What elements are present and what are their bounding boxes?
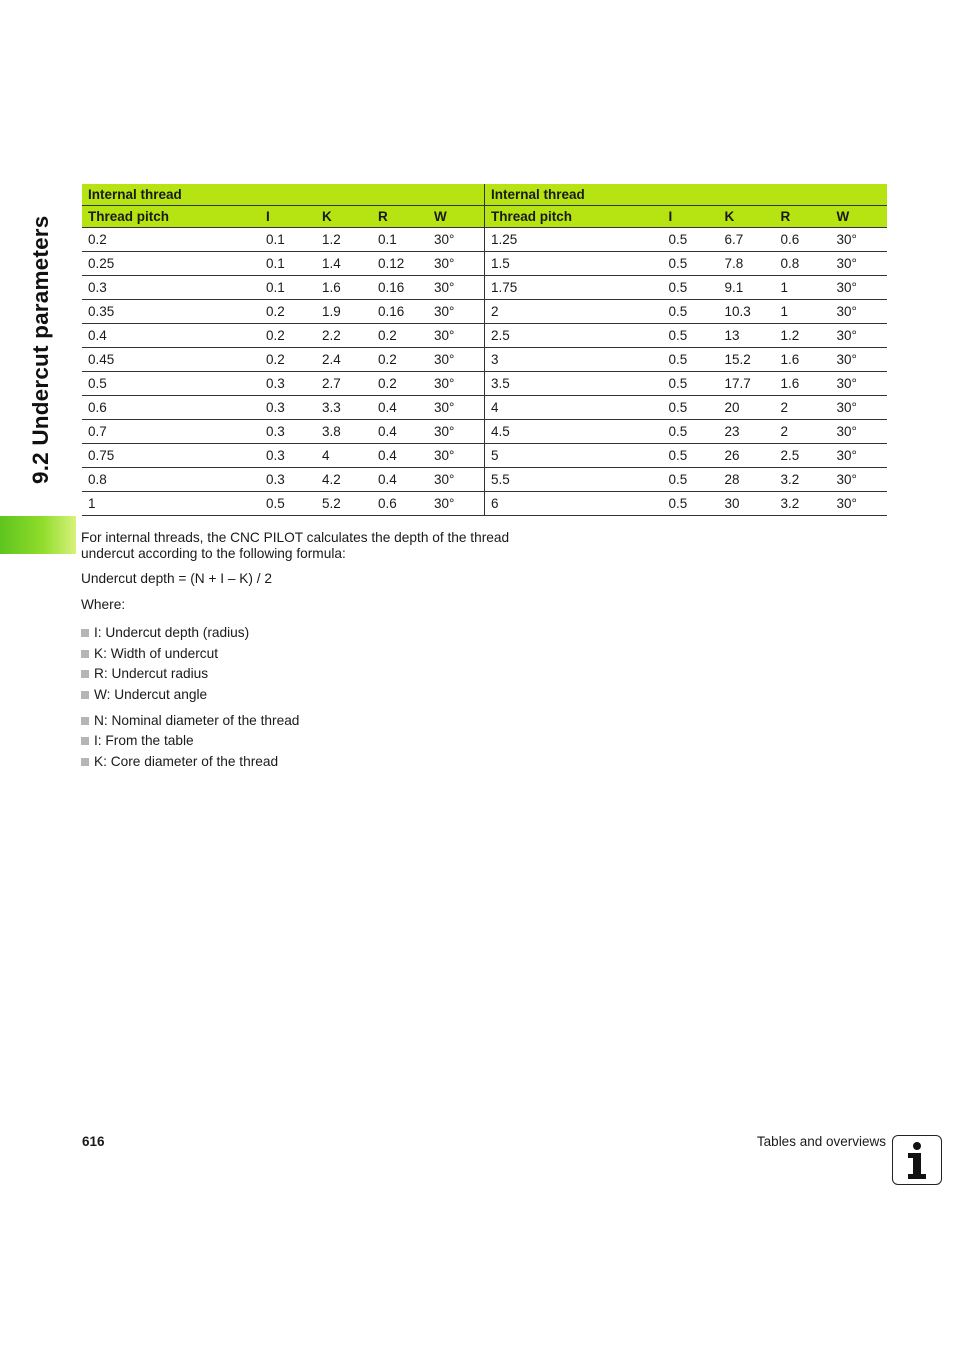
- table-cell: 30°: [428, 420, 484, 444]
- table-row: [82, 252, 484, 276]
- list-item-text: R: Undercut radius: [94, 666, 209, 682]
- table-cell: 1.6: [775, 348, 831, 372]
- table-header-row: [82, 206, 484, 228]
- table-cell: 23: [719, 420, 775, 444]
- list-item: [81, 752, 541, 773]
- list-item-text: W: Undercut angle: [94, 687, 208, 703]
- table-cell: 2.5: [775, 444, 831, 468]
- table-cell: 17.7: [719, 372, 775, 396]
- table-row: [485, 324, 887, 348]
- table-cell: 30°: [428, 396, 484, 420]
- table-cell: 0.2: [372, 372, 428, 396]
- table-cell: 30°: [428, 492, 484, 516]
- square-bullet-icon: [81, 737, 89, 745]
- table-cell: 5.5: [485, 468, 663, 492]
- table-row: [485, 420, 887, 444]
- table-title: Internal thread: [82, 184, 484, 206]
- table-cell: 2.5: [485, 324, 663, 348]
- table-cell: 2: [775, 420, 831, 444]
- table-cell: 4.5: [485, 420, 663, 444]
- table-cell: 1.2: [316, 228, 372, 252]
- table-cell: 30°: [428, 468, 484, 492]
- page-number: 616: [82, 1134, 105, 1149]
- table-cell: 5: [485, 444, 663, 468]
- table-cell: 0.12: [372, 252, 428, 276]
- table-cell: 30°: [831, 300, 887, 324]
- list-item-text: I: Undercut depth (radius): [94, 625, 250, 640]
- table-cell: 0.5: [663, 444, 719, 468]
- table-cell: 3.3: [316, 396, 372, 420]
- table-cell: 0.35: [82, 300, 260, 324]
- table-cell: 0.5: [663, 300, 719, 324]
- list-item-text: N: Nominal diameter of the thread: [94, 712, 300, 728]
- table-cell: 0.4: [82, 324, 260, 348]
- table-cell: 0.1: [260, 228, 316, 252]
- table-cell: 4: [485, 396, 663, 420]
- list-item-text: I: From the table: [94, 733, 194, 749]
- table-row: [485, 252, 887, 276]
- square-bullet-icon: [81, 717, 89, 725]
- table-cell: 1.4: [316, 252, 372, 276]
- table-cell: 1.6: [316, 276, 372, 300]
- table-cell: 30°: [428, 324, 484, 348]
- table-cell: 0.1: [372, 228, 428, 252]
- table-cell: 20: [719, 396, 775, 420]
- column-header: Thread pitch: [82, 206, 260, 228]
- table-cell: 30°: [428, 348, 484, 372]
- intro-paragraph: For internal threads, the CNC PILOT calculates the depth of the thread undercut according to the following formula:: [81, 530, 510, 561]
- side-chapter-title: [28, 184, 54, 484]
- table-cell: 1: [775, 276, 831, 300]
- table-cell: 3.2: [775, 468, 831, 492]
- table-cell: 2: [775, 396, 831, 420]
- table-row: [485, 492, 887, 516]
- table-cell: 30°: [428, 228, 484, 252]
- table-row: [82, 396, 484, 420]
- table-cell: 3.2: [775, 492, 831, 516]
- bullet-list-parameters: [81, 623, 541, 706]
- chapter-tab-marker: [0, 516, 76, 554]
- table-row: [82, 420, 484, 444]
- square-bullet-icon: [81, 650, 89, 658]
- table-cell: 0.3: [82, 276, 260, 300]
- table-cell: 1.2: [775, 324, 831, 348]
- table-row: [82, 372, 484, 396]
- table-row: [82, 444, 484, 468]
- square-bullet-icon: [81, 670, 89, 678]
- table-cell: 0.5: [663, 228, 719, 252]
- table-cell: 0.5: [663, 324, 719, 348]
- table-cell: 30°: [831, 228, 887, 252]
- table-cell: 30°: [831, 372, 887, 396]
- table-row: [82, 300, 484, 324]
- table-cell: 7.8: [719, 252, 775, 276]
- table-body: [82, 228, 484, 516]
- table-cell: 0.3: [260, 468, 316, 492]
- table-cell: 30°: [831, 444, 887, 468]
- table-cell: 0.3: [260, 444, 316, 468]
- where-label: Where:: [81, 597, 126, 612]
- table-cell: 0.16: [372, 300, 428, 324]
- column-header: W: [428, 206, 484, 228]
- table-cell: 0.4: [372, 444, 428, 468]
- table-cell: 0.6: [775, 228, 831, 252]
- table-row: [82, 468, 484, 492]
- table-cell: 0.1: [260, 252, 316, 276]
- table-cell: 1: [82, 492, 260, 516]
- table-header-row: [485, 206, 887, 228]
- table-cell: 30°: [831, 324, 887, 348]
- table-cell: 6.7: [719, 228, 775, 252]
- table-cell: 0.5: [82, 372, 260, 396]
- table-cell: 2.7: [316, 372, 372, 396]
- table-cell: 0.7: [82, 420, 260, 444]
- table-body: [485, 228, 887, 516]
- table-cell: 4.2: [316, 468, 372, 492]
- table-row: [82, 324, 484, 348]
- column-header: K: [316, 206, 372, 228]
- table-cell: 0.5: [663, 348, 719, 372]
- table-cell: 0.2: [260, 324, 316, 348]
- table-cell: 0.16: [372, 276, 428, 300]
- table-cell: 0.5: [663, 372, 719, 396]
- table-cell: 9.1: [719, 276, 775, 300]
- table-row: [485, 372, 887, 396]
- square-bullet-icon: [81, 758, 89, 766]
- table-cell: 3.8: [316, 420, 372, 444]
- formula: Undercut depth = (N + I – K) / 2: [81, 571, 272, 586]
- table-row: [485, 348, 887, 372]
- table-cell: 1.6: [775, 372, 831, 396]
- table-cell: 2.2: [316, 324, 372, 348]
- list-item: [81, 664, 541, 685]
- table-cell: 30°: [831, 396, 887, 420]
- list-item: [81, 731, 541, 752]
- table-cell: 0.3: [260, 420, 316, 444]
- table-cell: 13: [719, 324, 775, 348]
- side-chapter-title-text: 9.2 Undercut parameters: [28, 215, 53, 484]
- column-header: K: [719, 206, 775, 228]
- list-item: [81, 623, 541, 644]
- table-cell: 30°: [428, 300, 484, 324]
- table-cell: 30°: [831, 468, 887, 492]
- table-cell: 30°: [428, 444, 484, 468]
- table-cell: 0.3: [260, 372, 316, 396]
- table-cell: 0.1: [260, 276, 316, 300]
- list-item: [81, 685, 541, 706]
- table-cell: 1.25: [485, 228, 663, 252]
- table-cell: 10.3: [719, 300, 775, 324]
- table-cell: 30°: [831, 252, 887, 276]
- column-header: I: [663, 206, 719, 228]
- table-row: [82, 276, 484, 300]
- table-cell: 30°: [831, 276, 887, 300]
- table-cell: 0.75: [82, 444, 260, 468]
- table-row: [485, 444, 887, 468]
- table-cell: 30°: [428, 372, 484, 396]
- table-cell: 30: [719, 492, 775, 516]
- body-text: [81, 530, 541, 773]
- table-cell: 1.75: [485, 276, 663, 300]
- table-title-row: [485, 184, 887, 206]
- table-cell: 30°: [831, 420, 887, 444]
- list-item-text: K: Core diameter of the thread: [94, 754, 279, 770]
- table-cell: 15.2: [719, 348, 775, 372]
- table-title-row: [82, 184, 484, 206]
- table-cell: 26: [719, 444, 775, 468]
- table-cell: 0.25: [82, 252, 260, 276]
- bullet-list-variables: [81, 711, 541, 773]
- table-cell: 0.5: [663, 252, 719, 276]
- table-row: [485, 228, 887, 252]
- table-cell: 1.5: [485, 252, 663, 276]
- table-row: [485, 276, 887, 300]
- table-cell: 0.5: [663, 492, 719, 516]
- table-cell: 1.9: [316, 300, 372, 324]
- info-icon: [892, 1135, 942, 1185]
- table-row: [485, 300, 887, 324]
- list-item-text: K: Width of undercut: [94, 645, 219, 661]
- table-cell: 0.4: [372, 420, 428, 444]
- column-header: W: [831, 206, 887, 228]
- column-header: Thread pitch: [485, 206, 663, 228]
- table-cell: 0.6: [82, 396, 260, 420]
- table-row: [485, 396, 887, 420]
- table-row: [82, 492, 484, 516]
- table-cell: 0.4: [372, 396, 428, 420]
- list-item: [81, 711, 541, 732]
- table-cell: 6: [485, 492, 663, 516]
- table-cell: 3.5: [485, 372, 663, 396]
- table-row: [82, 348, 484, 372]
- internal-thread-table-right: [484, 184, 887, 516]
- table-cell: 0.5: [260, 492, 316, 516]
- table-cell: 0.2: [82, 228, 260, 252]
- table-cell: 0.8: [82, 468, 260, 492]
- column-header: R: [372, 206, 428, 228]
- table-cell: 30°: [428, 276, 484, 300]
- column-header: I: [260, 206, 316, 228]
- table-cell: 2.4: [316, 348, 372, 372]
- square-bullet-icon: [81, 629, 89, 637]
- table-cell: 0.5: [663, 396, 719, 420]
- section-name: Tables and overviews: [756, 1134, 886, 1149]
- table-cell: 0.45: [82, 348, 260, 372]
- table-cell: 28: [719, 468, 775, 492]
- info-glyph-icon: [893, 1136, 940, 1183]
- thread-tables: [82, 184, 886, 515]
- table-cell: 2: [485, 300, 663, 324]
- table-cell: 1: [775, 300, 831, 324]
- table-cell: 3: [485, 348, 663, 372]
- table-cell: 4: [316, 444, 372, 468]
- table-cell: 30°: [428, 252, 484, 276]
- column-header: R: [775, 206, 831, 228]
- table-title: Internal thread: [485, 184, 887, 206]
- table-cell: 30°: [831, 492, 887, 516]
- table-row: [82, 228, 484, 252]
- table-cell: 5.2: [316, 492, 372, 516]
- table-cell: 0.8: [775, 252, 831, 276]
- table-cell: 0.2: [372, 348, 428, 372]
- table-cell: 0.3: [260, 396, 316, 420]
- table-cell: 0.6: [372, 492, 428, 516]
- list-item: [81, 644, 541, 665]
- internal-thread-table-left: [82, 184, 484, 516]
- table-cell: 0.5: [663, 420, 719, 444]
- table-cell: 30°: [831, 348, 887, 372]
- table-cell: 0.2: [260, 348, 316, 372]
- square-bullet-icon: [81, 691, 89, 699]
- table-cell: 0.4: [372, 468, 428, 492]
- table-cell: 0.2: [372, 324, 428, 348]
- table-row: [485, 468, 887, 492]
- table-cell: 0.5: [663, 468, 719, 492]
- table-cell: 0.2: [260, 300, 316, 324]
- table-cell: 0.5: [663, 276, 719, 300]
